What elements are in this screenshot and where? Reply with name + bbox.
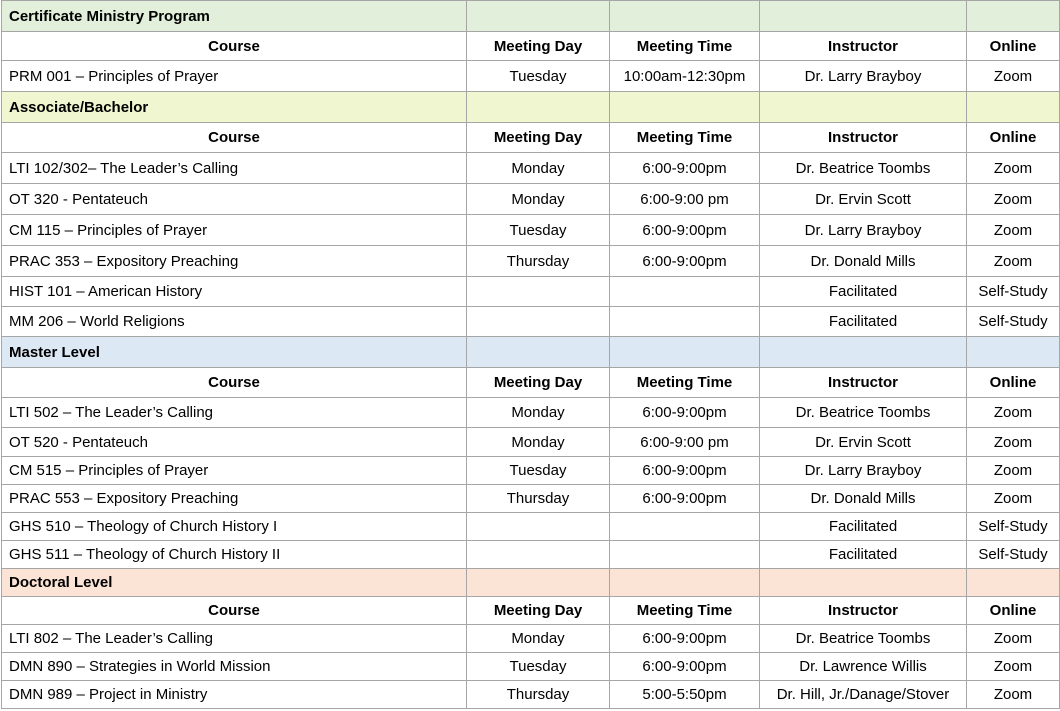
online-cell: Zoom [967,215,1060,246]
col-course: Course [2,123,467,153]
course-cell: OT 320 - Pentateuch [2,184,467,215]
time-cell: 6:00-9:00pm [610,246,760,277]
course-cell: CM 115 – Principles of Prayer [2,215,467,246]
table-row [2,184,1060,215]
instructor-cell: Dr. Beatrice Toombs [760,625,967,653]
course-cell: PRM 001 – Principles of Prayer [2,61,467,92]
col-meeting-day: Meeting Day [467,123,610,153]
table-row [2,307,1060,337]
online-cell: Zoom [967,457,1060,485]
table-row [2,277,1060,307]
section-title: Certificate Ministry Program [2,1,467,32]
time-cell: 6:00-9:00pm [610,653,760,681]
table-row [2,215,1060,246]
day-cell [467,513,610,541]
table-row [2,681,1060,709]
online-cell: Zoom [967,246,1060,277]
course-cell: PRAC 553 – Expository Preaching [2,485,467,513]
online-cell: Zoom [967,653,1060,681]
online-cell: Self-Study [967,277,1060,307]
time-cell: 6:00-9:00pm [610,398,760,428]
col-instructor: Instructor [760,123,967,153]
table-row [2,246,1060,277]
course-cell: OT 520 - Pentateuch [2,428,467,457]
day-cell: Monday [467,398,610,428]
table-row [2,457,1060,485]
day-cell: Tuesday [467,215,610,246]
time-cell [610,307,760,337]
day-cell: Monday [467,428,610,457]
col-meeting-time: Meeting Time [610,123,760,153]
course-cell: DMN 890 – Strategies in World Mission [2,653,467,681]
course-cell: DMN 989 – Project in Ministry [2,681,467,709]
online-cell: Self-Study [967,541,1060,569]
section-header-associate-bachelor [2,92,1060,123]
table-row [2,428,1060,457]
day-cell: Monday [467,153,610,184]
online-cell: Zoom [967,153,1060,184]
instructor-cell: Facilitated [760,541,967,569]
section-header-master-level [2,337,1060,368]
instructor-cell: Facilitated [760,307,967,337]
instructor-cell: Dr. Hill, Jr./Danage/Stover [760,681,967,709]
col-instructor: Instructor [760,597,967,625]
instructor-cell: Dr. Larry Brayboy [760,61,967,92]
day-cell: Tuesday [467,61,610,92]
col-online: Online [967,123,1060,153]
day-cell: Tuesday [467,457,610,485]
course-cell: MM 206 – World Religions [2,307,467,337]
table-row [2,625,1060,653]
table-row [2,653,1060,681]
section-title: Master Level [2,337,467,368]
day-cell: Thursday [467,485,610,513]
col-instructor: Instructor [760,32,967,61]
course-cell: LTI 102/302– The Leader’s Calling [2,153,467,184]
col-meeting-day: Meeting Day [467,597,610,625]
online-cell: Zoom [967,625,1060,653]
online-cell: Zoom [967,485,1060,513]
section-header-doctoral-level [2,569,1060,597]
instructor-cell: Dr. Larry Brayboy [760,457,967,485]
col-meeting-day: Meeting Day [467,32,610,61]
col-course: Course [2,32,467,61]
instructor-cell: Dr. Lawrence Willis [760,653,967,681]
day-cell [467,541,610,569]
course-cell: GHS 511 – Theology of Church History II [2,541,467,569]
column-header-row [2,368,1060,398]
time-cell: 6:00-9:00pm [610,625,760,653]
table-row [2,513,1060,541]
course-cell: HIST 101 – American History [2,277,467,307]
instructor-cell: Dr. Beatrice Toombs [760,398,967,428]
time-cell: 6:00-9:00pm [610,215,760,246]
time-cell: 6:00-9:00 pm [610,184,760,215]
column-header-row [2,597,1060,625]
online-cell: Zoom [967,398,1060,428]
course-schedule-table [1,0,1060,709]
online-cell: Zoom [967,184,1060,215]
col-online: Online [967,597,1060,625]
col-online: Online [967,368,1060,398]
course-cell: LTI 502 – The Leader’s Calling [2,398,467,428]
section-header-certificate [2,1,1060,32]
online-cell: Zoom [967,61,1060,92]
time-cell: 10:00am-12:30pm [610,61,760,92]
time-cell: 6:00-9:00pm [610,457,760,485]
course-cell: CM 515 – Principles of Prayer [2,457,467,485]
day-cell: Monday [467,625,610,653]
instructor-cell: Dr. Ervin Scott [760,428,967,457]
instructor-cell: Dr. Donald Mills [760,485,967,513]
table-row [2,541,1060,569]
course-cell: LTI 802 – The Leader’s Calling [2,625,467,653]
instructor-cell: Dr. Beatrice Toombs [760,153,967,184]
course-cell: GHS 510 – Theology of Church History I [2,513,467,541]
online-cell: Zoom [967,428,1060,457]
table-row [2,153,1060,184]
time-cell: 6:00-9:00 pm [610,428,760,457]
online-cell: Self-Study [967,307,1060,337]
col-instructor: Instructor [760,368,967,398]
online-cell: Self-Study [967,513,1060,541]
instructor-cell: Dr. Donald Mills [760,246,967,277]
col-course: Course [2,368,467,398]
online-cell: Zoom [967,681,1060,709]
time-cell: 6:00-9:00pm [610,153,760,184]
day-cell: Tuesday [467,653,610,681]
col-course: Course [2,597,467,625]
day-cell: Monday [467,184,610,215]
day-cell [467,307,610,337]
time-cell [610,541,760,569]
column-header-row [2,123,1060,153]
instructor-cell: Dr. Ervin Scott [760,184,967,215]
table-row [2,61,1060,92]
col-meeting-time: Meeting Time [610,368,760,398]
day-cell: Thursday [467,246,610,277]
col-meeting-day: Meeting Day [467,368,610,398]
instructor-cell: Facilitated [760,513,967,541]
section-title: Doctoral Level [2,569,467,597]
column-header-row [2,32,1060,61]
col-meeting-time: Meeting Time [610,597,760,625]
time-cell: 5:00-5:50pm [610,681,760,709]
table-row [2,485,1060,513]
table-row [2,398,1060,428]
col-meeting-time: Meeting Time [610,32,760,61]
instructor-cell: Dr. Larry Brayboy [760,215,967,246]
col-online: Online [967,32,1060,61]
course-cell: PRAC 353 – Expository Preaching [2,246,467,277]
time-cell [610,277,760,307]
day-cell [467,277,610,307]
time-cell: 6:00-9:00pm [610,485,760,513]
time-cell [610,513,760,541]
day-cell: Thursday [467,681,610,709]
section-title: Associate/Bachelor [2,92,467,123]
instructor-cell: Facilitated [760,277,967,307]
